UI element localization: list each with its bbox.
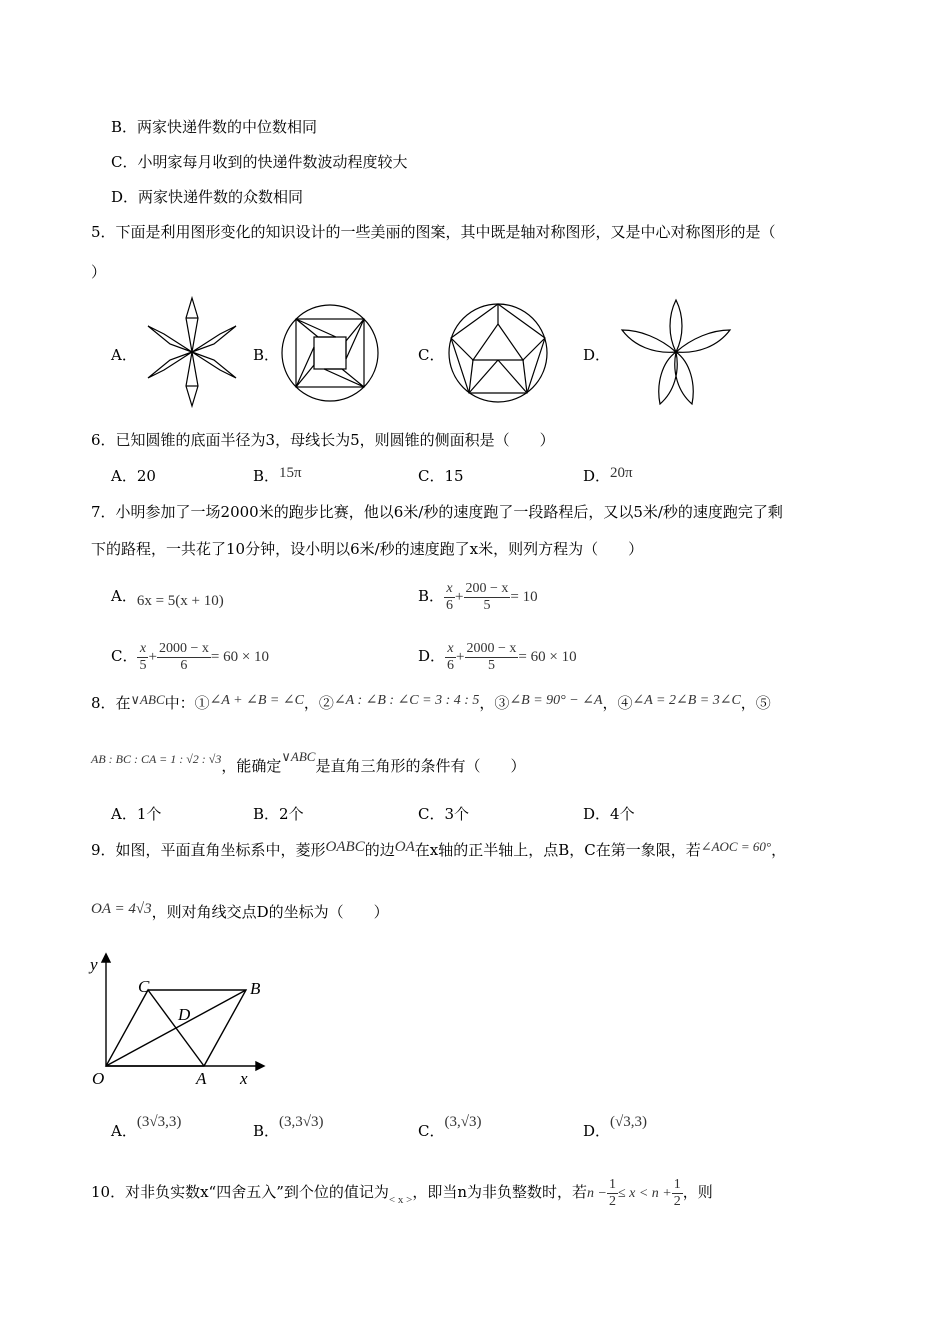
- q7-c-rhs: = 60 × 10: [210, 649, 270, 665]
- q8-option-c: C．3个: [418, 805, 470, 823]
- q6-option-d-label: D．: [583, 467, 611, 485]
- q6-option-c: C．15: [418, 467, 464, 485]
- q5-stem: 5．下面是利用图形变化的知识设计的一些美丽的图案，其中既是轴对称图形，又是中心对称图形的是（: [91, 223, 776, 241]
- q7-option-c: C． $\frac{x}{5}$ + $\frac{2000 - x}{6}$ = 60 × 10: [111, 640, 270, 673]
- q7-d-rhs: = 60 × 10: [518, 649, 577, 665]
- q9-stem: 9．如图，平面直角坐标系中，菱形OABC的边OA在x轴的正半轴上，点B，C在第一象限，若∠AOC = 60°，: [91, 839, 787, 859]
- label-d: D: [178, 1005, 191, 1024]
- q8-triangle-2: ∨ABC: [281, 749, 316, 764]
- q4-option-c: C．小明家每月收到的快递件数波动程度较大: [111, 153, 408, 171]
- q6-option-b-math: 15π: [279, 465, 302, 481]
- q9-side: OA: [394, 839, 415, 855]
- q5-figure-b: [280, 303, 380, 403]
- q4-option-d: D．两家快递件数的众数相同: [111, 188, 304, 206]
- q9-option-a: A．(3√3,3): [111, 1114, 182, 1140]
- q8-line2: $^{AB : BC : CA = 1 : √2 : √3}$，能确定∨ABC是直角三角形的条件有（ ）: [91, 749, 526, 775]
- q9-angle: ∠AOC = 60°: [700, 839, 772, 854]
- q7-d-frac1: $\frac{x}{6}$: [447, 640, 455, 673]
- q6-option-b: [253, 466, 302, 487]
- q8-triangle: ∨ABC: [130, 692, 165, 707]
- q5-figure-c: [447, 302, 549, 404]
- q10-stem: 10．对非负实数x“四舍五入”到个位的值记为$_{< x >}$，即当n为非负整数时，若n − $\frac{1}{2}$ ≤ x < n + $\frac{1}{2}$ ，则: [91, 1176, 713, 1209]
- q7-b-frac1: $\frac{x}{6}$: [446, 580, 454, 613]
- q7-b-rhs: = 10: [510, 589, 538, 605]
- q5-figure-a: [146, 298, 238, 406]
- q7-option-a-math: 6x = 5(x + 10): [136, 593, 224, 609]
- x-axis-arrow: [256, 1062, 264, 1070]
- q9-stem-2: OA = 4√3，则对角线交点D的坐标为（ ）: [91, 901, 389, 921]
- q6-option-b-label: B．: [253, 467, 280, 485]
- q10-half-1: $\frac{1}{2}$: [608, 1176, 616, 1209]
- q9-figure: [88, 952, 268, 1086]
- q6-option-a: A．20: [111, 467, 156, 485]
- q7-option-a: [111, 586, 224, 607]
- q7-option-d-label: D．: [418, 647, 446, 665]
- q9-option-c: C．(3,√3): [418, 1114, 482, 1140]
- label-y: y: [90, 955, 98, 974]
- q9-oa-value: OA = 4√3: [91, 901, 152, 917]
- q8-option-b: B．2个: [253, 805, 304, 823]
- q5-figure-d: [620, 300, 732, 406]
- q9-option-a-math: (3√3,3): [136, 1114, 182, 1130]
- q8-cond-1: ∠A + ∠B = ∠C: [209, 693, 304, 708]
- q6-stem: 6．已知圆锥的底面半径为3，母线长为5，则圆锥的侧面积是（ ）: [91, 431, 555, 449]
- q8-cond-4: ∠A = 2∠B = 3∠C: [632, 693, 741, 708]
- q8-cond-2: ∠A : ∠B : ∠C = 3 : 4 : 5: [333, 693, 480, 708]
- q8-option-d: D．4个: [583, 805, 635, 823]
- q9-option-b: B．(3,3√3): [253, 1114, 324, 1140]
- q9-option-d-math: (√3,3): [610, 1114, 648, 1130]
- q7-line1: 7．小明参加了一场2000米的跑步比赛，他以6米/秒的速度跑了一段路程后，又以5米/秒的速度跑完了剩: [91, 503, 783, 521]
- q9-rhombus: OABC: [325, 839, 365, 855]
- label-x: x: [240, 1069, 248, 1088]
- q5-option-c-label: C．: [418, 346, 445, 364]
- y-axis-arrow: [102, 954, 110, 962]
- q8-cond-5: AB : BC : CA = 1 : √2 : √3: [91, 752, 222, 766]
- q7-c-frac1: $\frac{x}{5}$: [139, 640, 147, 673]
- label-o: O: [92, 1069, 105, 1088]
- q7-option-d: D． $\frac{x}{6}$ + $\frac{2000 - x}{5}$ = 60 × 10: [418, 640, 577, 673]
- q9-option-d: D．(√3,3): [583, 1114, 648, 1140]
- q7-option-a-label: A．: [111, 587, 137, 605]
- q10-bracket: < x >: [388, 1194, 413, 1206]
- q7-line2: 下的路程，一共花了10分钟，设小明以6米/秒的速度跑了x米，则列方程为（ ）: [91, 540, 644, 558]
- q7-option-b-label: B．: [418, 587, 445, 605]
- q7-option-c-label: C．: [111, 647, 138, 665]
- q7-option-b: B． $\frac{x}{6}$ + $\frac{200 - x}{5}$ = 10: [418, 580, 538, 613]
- label-b: B: [250, 979, 261, 998]
- q5-stem-end: ）: [91, 263, 107, 281]
- q6-option-d-math: 20π: [610, 465, 633, 481]
- label-c: C: [138, 977, 150, 996]
- q7-c-frac2: $\frac{2000 - x}{6}$: [158, 640, 209, 673]
- q8-stem: 8．在∨ABC中：①∠A + ∠B = ∠C，②∠A : ∠B : ∠C = 3 : 4 : 5，③∠B = 90° − ∠A，④∠A = 2∠B = 3∠C，⑤: [91, 692, 771, 712]
- label-a: A: [196, 1069, 207, 1088]
- q6-option-d: [583, 466, 633, 487]
- q5-option-b-label: B．: [253, 346, 280, 364]
- q4-option-b: B．两家快递件数的中位数相同: [111, 118, 318, 136]
- q7-d-frac2: $\frac{2000 - x}{5}$: [466, 640, 517, 673]
- q10-half-2: $\frac{1}{2}$: [673, 1176, 681, 1209]
- q5-option-d-label: D．: [583, 346, 611, 364]
- q7-b-frac2: $\frac{200 - x}{5}$: [465, 580, 509, 613]
- q8-cond-3: ∠B = 90° − ∠A: [509, 693, 603, 708]
- q9-option-b-math: (3,3√3): [279, 1114, 324, 1130]
- diagonal-ac: [148, 990, 204, 1066]
- q5-option-a-label: A．: [111, 346, 137, 364]
- q8-option-a: A．1个: [111, 805, 162, 823]
- q9-option-c-math: (3,√3): [444, 1114, 482, 1130]
